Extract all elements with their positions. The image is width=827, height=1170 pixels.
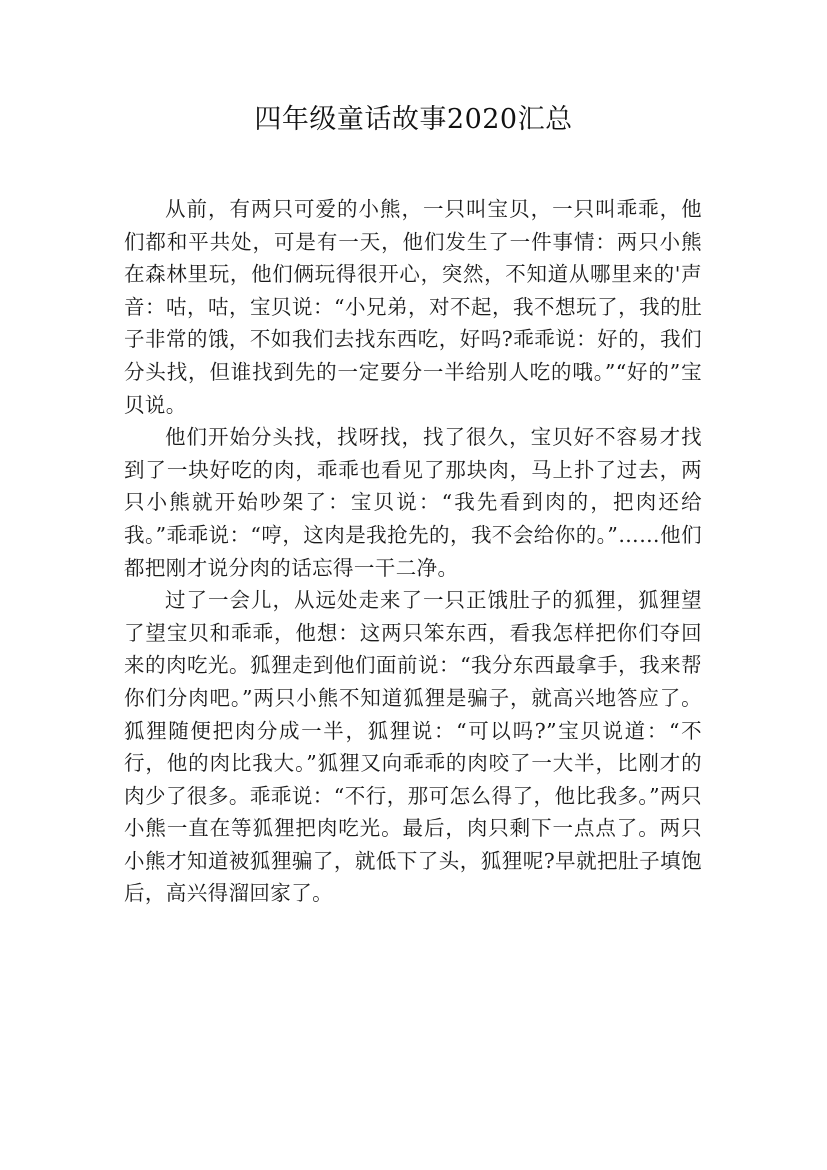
document-title: 四年级童话故事2020汇总 bbox=[254, 104, 573, 135]
paragraph-1: 从前，有两只可爱的小熊，一只叫宝贝，一只叫乖乖，他们都和平共处，可是有一天，他们发生了一件事情：两只小熊在森林里玩，他们俩玩得很开心，突然，不知道从哪里来的'声音：咕，咕，宝贝说：“小兄弟，对不起，我不想玩了，我的肚子非常的饿，不如我们去找东西吃，好吗?乖乖说：好的，我们分头找，但谁找到先的一定要分一半给别人吃的哦。”“好的”宝贝说。 bbox=[124, 197, 702, 417]
paragraph-2: 他们开始分头找，找呀找，找了很久，宝贝好不容易才找到了一块好吃的肉，乖乖也看见了那块肉，马上扑了过去，两只小熊就开始吵架了：宝贝说：“我先看到肉的，把肉还给我。”乖乖说：“哼，这肉是我抢先的，我不会给你的。”……他们都把刚才说分肉的话忘得一干二净。 bbox=[124, 425, 702, 580]
paragraph-3: 过了一会儿，从远处走来了一只正饿肚子的狐狸，狐狸望了望宝贝和乖乖，他想：这两只笨东西，看我怎样把你们夺回来的肉吃光。狐狸走到他们面前说：“我分东西最拿手，我来帮你们分肉吧。”两只小熊不知道狐狸是骗子，就高兴地答应了。狐狸随便把肉分成一半，狐狸说：“可以吗?”宝贝说道：“不行，他的肉比我大。”狐狸又向乖乖的肉咬了一大半，比刚才的肉少了很多。乖乖说：“不行，那可怎么得了，他比我多。”两只小熊一直在等狐狸把肉吃光。最后，肉只剩下一点点了。两只小熊才知道被狐狸骗了，就低下了头，狐狸呢?早就把肚子填饱后，高兴得溜回家了。 bbox=[124, 588, 702, 906]
document-body bbox=[124, 193, 702, 910]
